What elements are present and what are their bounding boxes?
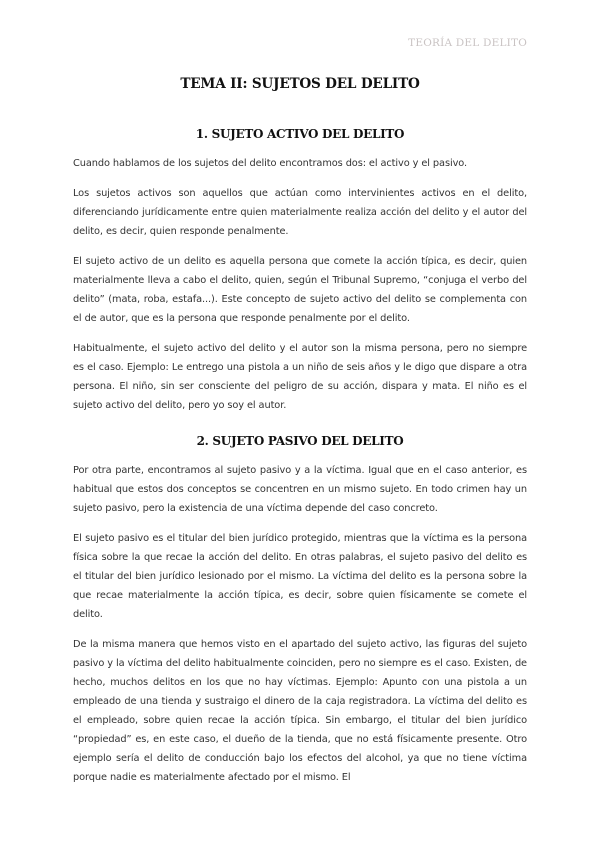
page-title: TEMA II: SUJETOS DEL DELITO — [180, 76, 420, 92]
paragraph: Cuando hablamos de los sujetos del delito encontramos dos: el activo y el pasivo. — [73, 158, 467, 169]
paragraph: De la misma manera que hemos visto en el apartado del sujeto activo, las figuras del sujeto pasivo y la víctima del delito habitualmente coinciden, pero no siempre es el caso. Existen, de hecho, muchos delitos en los que no hay víctimas. Ejemplo: Apunto con una pistola a un empleado de una tienda y sustraigo el dinero de la caja registradora. La víctima del delito es el empleado, sobre quien recae la acción típica. Sin embargo, el titular del bien jurídico “propiedad” es, en este caso, el dueño de la tienda, que no está físicamente presente. Otro ejemplo sería el delito de conducción bajo los efectos del alcohol, ya que no tiene víctima porque nadie es materialmente afectado por el mismo. El — [73, 639, 527, 783]
section-sujeto-pasivo — [73, 434, 527, 787]
paragraph: El sujeto pasivo es el titular del bien jurídico protegido, mientras que la víctima es la persona física sobre la que recae la acción del delito. En otras palabras, el sujeto pasivo del delito es el titular del bien jurídico lesionado por el mismo. La víctima del delito es la persona sobre la que recae materialmente la acción típica, es decir, sobre quien físicamente se comete el delito. — [73, 533, 527, 620]
page-body — [73, 76, 527, 787]
paragraph: Por otra parte, encontramos al sujeto pasivo y a la víctima. Igual que en el caso anterior, es habitual que estos dos conceptos se concentren en un mismo sujeto. En todo crimen hay un sujeto pasivo, pero la existencia de una víctima depende del caso concreto. — [73, 465, 527, 514]
paragraph: Habitualmente, el sujeto activo del delito y el autor son la misma persona, pero no siempre es el caso. Ejemplo: Le entrego una pistola a un niño de seis años y le digo que dispare a otra persona. El niño, sin ser consciente del peligro de su acción, dispara y mata. El niño es el sujeto activo del delito, pero yo soy el autor. — [73, 343, 527, 411]
paragraph: El sujeto activo de un delito es aquella persona que comete la acción típica, es decir, quien materialmente lleva a cabo el delito, quien, según el Tribunal Supremo, “conjuga el verbo del delito” (mata, roba, estafa...). Este concepto de sujeto activo del delito se complementa con el de autor, que es la persona que responde penalmente por el delito. — [73, 256, 527, 324]
paragraph: Los sujetos activos son aquellos que actúan como intervinientes activos en el delito, diferenciando jurídicamente entre quien materialmente realiza acción del delito y el autor del delito, es decir, quien responde penalmente. — [73, 188, 527, 237]
section-heading: 2. SUJETO PASIVO DEL DELITO — [196, 434, 404, 448]
section-heading: 1. SUJETO ACTIVO DEL DELITO — [195, 127, 405, 141]
section-sujeto-activo — [73, 127, 527, 415]
running-header: TEORÍA DEL DELITO — [408, 37, 527, 49]
